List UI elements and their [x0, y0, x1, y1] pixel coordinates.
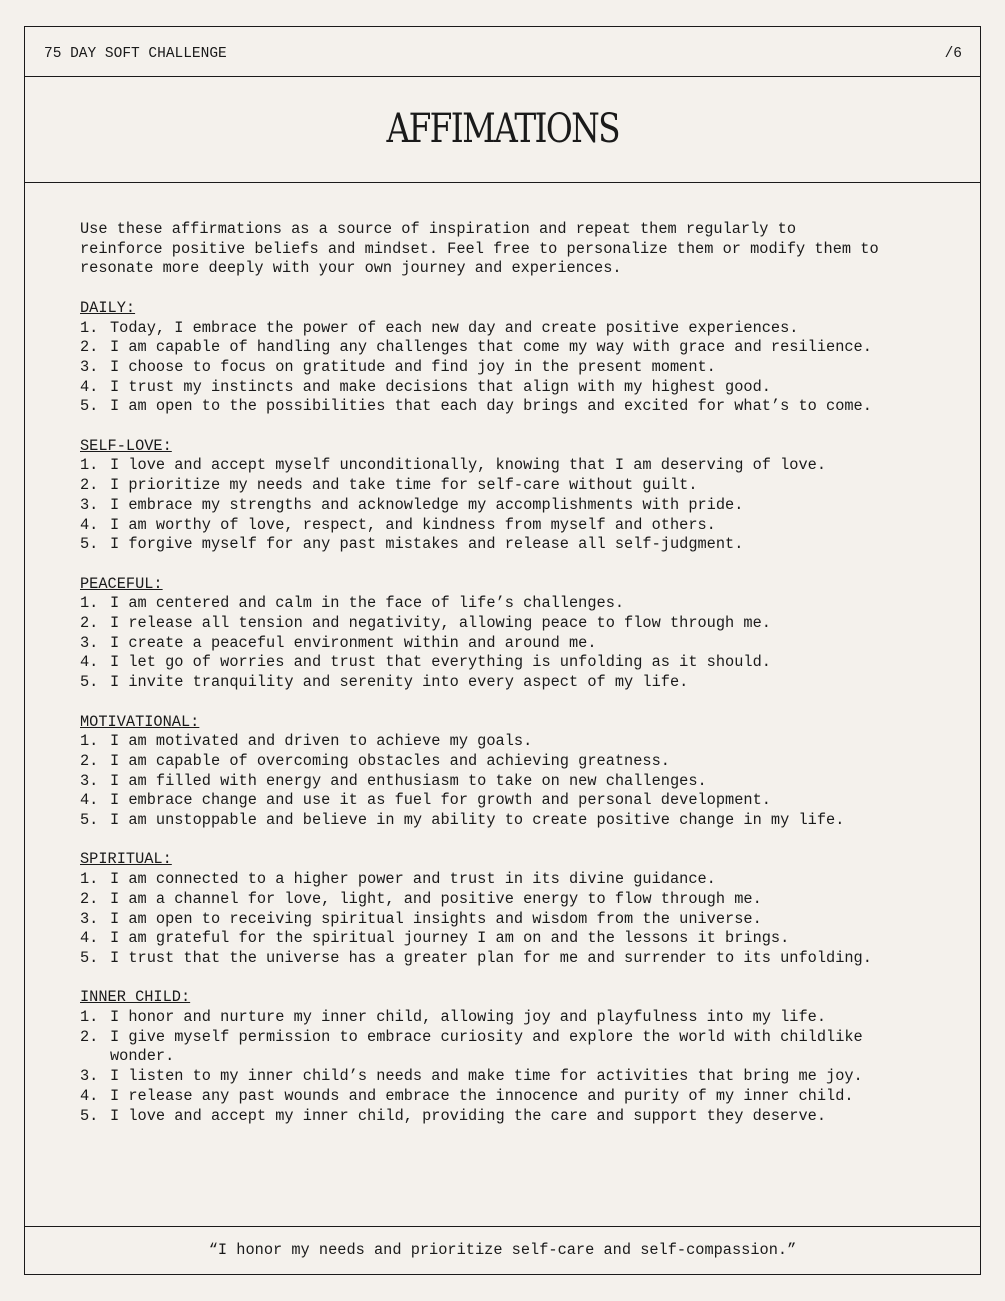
- list-item: [80, 1087, 880, 1107]
- list-item: [80, 752, 880, 772]
- list-item: [80, 1107, 880, 1127]
- item-text: I honor and nurture my inner child, allowing joy and playfulness into my life.: [110, 1008, 827, 1027]
- list-item: [80, 811, 880, 831]
- item-number: 1.: [80, 456, 99, 475]
- list-item: [80, 456, 880, 476]
- item-text: I am capable of overcoming obstacles and achieving greatness.: [110, 751, 670, 770]
- item-number: 2.: [80, 1027, 99, 1046]
- intro-text: Use these affirmations as a source of inspiration and repeat them regularly to reinforce positive beliefs and mindset. Feel free to personalize them or modify them to resonate more deeply with your own journey and experiences.: [80, 220, 879, 278]
- item-text: I choose to focus on gratitude and find joy in the present moment.: [110, 357, 716, 376]
- item-number: 3.: [80, 495, 99, 514]
- section-heading: SPIRITUAL:: [80, 850, 172, 869]
- item-text: I am filled with energy and enthusiasm to take on new challenges.: [110, 771, 707, 790]
- list-item: [80, 1008, 880, 1028]
- section-heading: PEACEFUL:: [80, 574, 163, 593]
- list-item: [80, 397, 880, 417]
- item-text: I am motivated and driven to achieve my goals.: [110, 732, 533, 751]
- item-number: 1.: [80, 1008, 99, 1027]
- affirmation-section: [80, 299, 880, 417]
- item-number: 5.: [80, 673, 99, 692]
- item-text: I embrace change and use it as fuel for growth and personal development.: [110, 791, 771, 810]
- section-heading: INNER CHILD:: [80, 988, 191, 1007]
- item-text: I am open to the possibilities that each day brings and excited for what’s to come.: [110, 397, 872, 416]
- item-text: I listen to my inner child’s needs and make time for activities that bring me joy.: [110, 1067, 863, 1086]
- item-text: I am capable of handling any challenges that come my way with grace and resilience.: [110, 338, 872, 357]
- list-item: [80, 535, 880, 555]
- item-text: I release any past wounds and embrace the innocence and purity of my inner child.: [110, 1086, 854, 1105]
- item-text: I trust that the universe has a greater plan for me and surrender to its unfolding.: [110, 948, 872, 967]
- item-number: 4.: [80, 1086, 99, 1105]
- item-text: I let go of worries and trust that everything is unfolding as it should.: [110, 653, 771, 672]
- list-item: [80, 634, 880, 654]
- item-number: 5.: [80, 811, 99, 830]
- item-number: 4.: [80, 377, 99, 396]
- list-item: [80, 1028, 880, 1067]
- item-number: 5.: [80, 948, 99, 967]
- item-number: 2.: [80, 338, 99, 357]
- list-item: [80, 594, 880, 614]
- item-text: I love and accept myself unconditionally, knowing that I am deserving of love.: [110, 456, 827, 475]
- footer-quote: “I honor my needs and prioritize self-care and self-compassion.”: [25, 1226, 980, 1274]
- item-number: 5.: [80, 397, 99, 416]
- list-item: [80, 772, 880, 792]
- challenge-label: 75 DAY SOFT CHALLENGE: [44, 46, 227, 62]
- list-item: [80, 476, 880, 496]
- content: [80, 220, 880, 1146]
- affirmation-section: [80, 713, 880, 831]
- item-text: I give myself permission to embrace curiosity and explore the world with childlike wonder.: [110, 1027, 863, 1066]
- list-item: [80, 1067, 880, 1087]
- page-title: [25, 77, 980, 183]
- item-number: 2.: [80, 751, 99, 770]
- item-text: I am grateful for the spiritual journey I am on and the lessons it brings.: [110, 929, 790, 948]
- item-number: 5.: [80, 1106, 99, 1125]
- list-item: [80, 653, 880, 673]
- item-text: I forgive myself for any past mistakes and release all self-judgment.: [110, 535, 744, 554]
- list-item: [80, 910, 880, 930]
- item-number: 4.: [80, 791, 99, 810]
- affirmation-section: [80, 988, 880, 1126]
- list-item: [80, 890, 880, 910]
- item-text: I embrace my strengths and acknowledge my accomplishments with pride.: [110, 495, 744, 514]
- item-number: 3.: [80, 1067, 99, 1086]
- affirmation-section: [80, 850, 880, 968]
- list-item: [80, 496, 880, 516]
- item-number: 1.: [80, 732, 99, 751]
- item-number: 2.: [80, 614, 99, 633]
- item-text: I love and accept my inner child, providing the care and support they deserve.: [110, 1106, 827, 1125]
- section-heading: DAILY:: [80, 298, 136, 317]
- list-item: [80, 516, 880, 536]
- list-item: [80, 870, 880, 890]
- item-number: 5.: [80, 535, 99, 554]
- list-item: [80, 614, 880, 634]
- item-text: I am centered and calm in the face of life’s challenges.: [110, 594, 625, 613]
- item-number: 2.: [80, 476, 99, 495]
- item-text: I am worthy of love, respect, and kindness from myself and others.: [110, 515, 716, 534]
- item-text: I release all tension and negativity, allowing peace to flow through me.: [110, 614, 771, 633]
- page-title-text: AFFIMATIONS: [386, 106, 619, 152]
- list-item: [80, 791, 880, 811]
- list-item: [80, 378, 880, 398]
- item-number: 3.: [80, 771, 99, 790]
- item-text: I am open to receiving spiritual insights and wisdom from the universe.: [110, 909, 762, 928]
- item-text: I trust my instincts and make decisions that align with my highest good.: [110, 377, 771, 396]
- item-number: 2.: [80, 889, 99, 908]
- item-text: I am a channel for love, light, and positive energy to flow through me.: [110, 889, 762, 908]
- section-heading: MOTIVATIONAL:: [80, 712, 200, 731]
- item-number: 4.: [80, 515, 99, 534]
- item-text: I prioritize my needs and take time for self-care without guilt.: [110, 476, 698, 495]
- section-heading: SELF-LOVE:: [80, 436, 172, 455]
- list-item: [80, 338, 880, 358]
- list-item: [80, 673, 880, 693]
- item-number: 3.: [80, 357, 99, 376]
- item-number: 4.: [80, 929, 99, 948]
- item-text: I am connected to a higher power and trust in its divine guidance.: [110, 870, 716, 889]
- item-text: I create a peaceful environment within and around me.: [110, 633, 597, 652]
- item-number: 3.: [80, 909, 99, 928]
- item-number: 4.: [80, 653, 99, 672]
- affirmation-section: [80, 437, 880, 555]
- affirmation-section: [80, 575, 880, 693]
- page-number: /6: [944, 46, 962, 62]
- item-number: 1.: [80, 318, 99, 337]
- list-item: [80, 949, 880, 969]
- item-text: Today, I embrace the power of each new day and create positive experiences.: [110, 318, 799, 337]
- header: [25, 27, 980, 77]
- list-item: [80, 732, 880, 752]
- item-number: 1.: [80, 594, 99, 613]
- item-number: 3.: [80, 633, 99, 652]
- item-number: 1.: [80, 870, 99, 889]
- item-text: I invite tranquility and serenity into every aspect of my life.: [110, 673, 689, 692]
- item-text: I am unstoppable and believe in my ability to create positive change in my life.: [110, 811, 845, 830]
- list-item: [80, 929, 880, 949]
- list-item: [80, 319, 880, 339]
- list-item: [80, 358, 880, 378]
